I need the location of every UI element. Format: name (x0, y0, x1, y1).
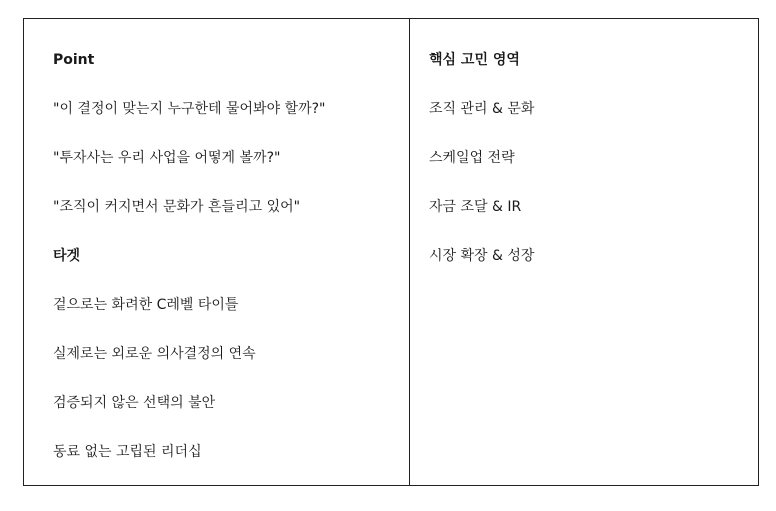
target-item: 검증되지 않은 선택의 불안 (53, 395, 216, 411)
target-heading: 타겟 (53, 248, 81, 264)
concern-item: 스케일업 전략 (429, 150, 515, 166)
target-item: 동료 없는 고립된 리더십 (53, 444, 202, 460)
quote-item: "이 결정이 맞는지 누구한테 물어봐야 할까?" (53, 101, 326, 117)
point-heading: Point (53, 52, 95, 68)
concern-item: 자금 조달 & IR (429, 199, 522, 215)
concern-item: 시장 확장 & 성장 (429, 248, 535, 264)
target-item: 겉으로는 화려한 C레벨 타이틀 (53, 297, 239, 313)
concern-item: 조직 관리 & 문화 (429, 101, 535, 117)
target-item: 실제로는 외로운 의사결정의 연속 (53, 346, 256, 362)
left-column (24, 19, 410, 485)
content-table (23, 18, 759, 486)
quote-item: "투자사는 우리 사업을 어떻게 볼까?" (53, 150, 281, 166)
concern-heading: 핵심 고민 영역 (429, 52, 520, 68)
quote-item: "조직이 커지면서 문화가 흔들리고 있어" (53, 199, 301, 215)
right-column (410, 19, 758, 485)
